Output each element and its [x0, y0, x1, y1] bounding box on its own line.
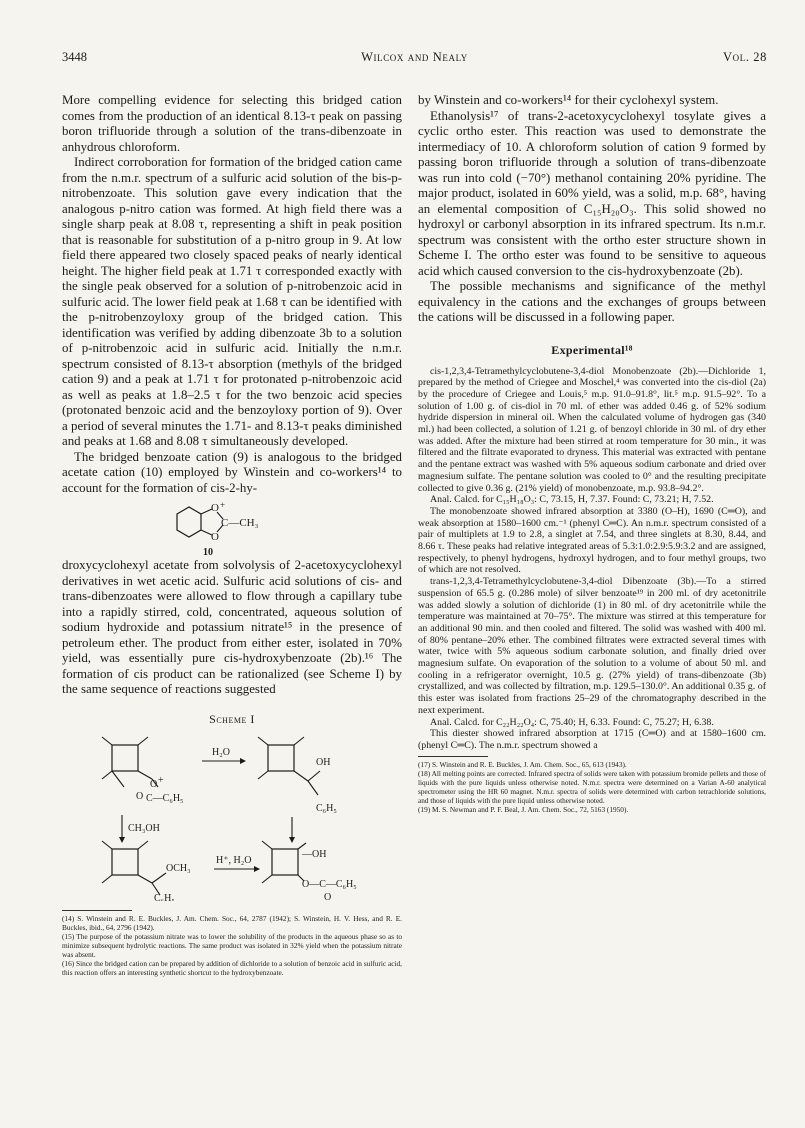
footnote-rule	[418, 756, 488, 757]
reagent-label: H⁺, H₂O	[216, 854, 252, 866]
paragraph: Ethanolysis¹⁷ of trans-2-acetoxycyclohexyl tosylate gives a cyclic ortho ester. This reaction was used to demonstrate the intermediacy of 10. A chloroform solution of cation 9 formed by passing boron trifluoride through a solution of trans-dibenzoate was run into cold (−70°) methanol containing 20% pyridine. The major product, isolated in 60% yield, was a solid, m.p. 68°, having an elemental composition of C₁₅H₂₀O₃. This solid showed no hydroxyl or carbonyl absorption in its infrared spectrum. Its n.m.r. spectrum was consistent with the ortho ester structure shown in Scheme I. The ortho ester was found to be sensitive to aqueous acid which caused conversion to the cis-hydroxybenzoate (2b).	[418, 108, 766, 278]
footnote: (17) S. Winstein and R. E. Buckles, J. Am. Chem. Soc., 65, 613 (1943).	[418, 759, 627, 769]
ortho-ester-structure	[102, 841, 166, 895]
scheme-title: Scheme I	[209, 711, 255, 726]
paragraph: droxycyclohexyl acetate from solvolysis of 2-acetoxycyclohexyl derivatives in wet acetic acid. Sulfuric acid solutions of cis- and trans-dibenzoates were allowed to flow through a capillary tube into a rapidly stirred, cold, concentrated, aqueous solution of sodium hydroxide and potassium nitrate¹⁵ in the presence of petroleum ether. The product from either ester, isolated in 70% yield, was essentially pure cis-hydroxybenzoate (2b).¹⁶ The formation of cis product can be rationalized (see Scheme I) by the same sequence of reactions suggested	[62, 558, 402, 696]
orthoacid-structure	[258, 737, 320, 795]
footnote: (15) The purpose of the potassium nitrate was to lower the solubility of the products in the aqueous phase so as to minimize subsequent hydrolytic reactions. The same product was isolated in 32% yield when the potassium nitrate was absent.	[62, 931, 402, 959]
compound-10-structure	[167, 500, 297, 558]
oxygen-bottom: O	[211, 531, 219, 543]
ester-label: O—C—C₆H₅	[302, 878, 357, 890]
oxygen-top: O	[211, 502, 219, 514]
experimental-paragraph: trans-1,2,3,4-Tetramethylcyclobutene-3,4-diol Dibenzoate (3b).—To a stirred suspension of 65.5 g. (0.286 mole) of silver benzoate¹⁹ in 200 ml. of dry acetonitrile was added slowly a solution of dichloride (1) in 80 ml. of dry acetonitrile while the temperature was maintained at 70–75°. The mixture was stirred at this temperature for an additional 90 min. and then cooled and filtered. The solid was washed with 400 ml. of 80% pentane–20% ether. The combined filtrates were extracted several times with water, twice with 5% aqueous sodium carbonate solution, and finally dried over magnesium sulfate. On evaporation of the solution to a volume of about 50 ml. and cooling in a refrigerator overnight, 10.5 g. (27% yield) of trans-dibenzoate (3b) crystallized, and was collected by filtration, m.p. 129.5–130.0°. An additional 0.35 g. of this ester was isolated from fractions 25–29 of the chromatography described in the next experiment.	[418, 576, 766, 716]
plus-charge: +	[158, 774, 164, 786]
hydroxyl-label: —OH	[302, 848, 327, 860]
paragraph: Indirect corroboration for formation of the bridged cation came from the n.m.r. spectrum of a sulfuric acid solution of the bis-p-nitrobenzoate. This solution gave every indication that the analogous p-nitro cation was formed. At high field there was a single sharp peak at 8.08 τ, representing a shift in peak position that is reasonable for substitution of a p-nitro group in 9. At low field there appeared two closely spaced peaks of nearly identical height. The higher field peak at 1.71 τ corresponded exactly with the single peak observed for a solution of p-nitrobenzoic acid in sulfuric acid. The lower field peak at 1.68 τ can be identified with the p-nitrobenzoyloxy group of the bridged cation. This identification was verified by adding dibenzoate 3b to a solution of p-nitrobenzoic acid in sulfuric acid. Initially the n.m.r. spectrum consisted of 8.13-τ absorption (methyls of the bridged cation 9) and a peak at 1.71 τ for protonated p-nitrobenzoic acid as well as peaks at 1.8–2.5 τ for the two benzoic acid species (protonated benzoic acid and the benzoyloxy portion of 9). Over a period of several minutes the 1.71- and 8.13-τ peaks diminished and peaks at 1.68 and 8.08 τ simultaneously developed.	[62, 155, 402, 448]
footnote-rule	[62, 910, 132, 911]
oxygen-label: O	[136, 790, 144, 802]
phenyl-label: C₆H₅	[154, 892, 175, 901]
methoxy-label: OCH₃	[166, 862, 191, 874]
footnote: (16) Since the bridged cation can be prepared by addition of dichloride to a solution of benzoic acid in sulfuric acid, this reaction offers an interesting synthetic shortcut to the hydroxybenzoate.	[62, 958, 402, 978]
experimental-paragraph: This diester showed infrared absorption at 1715 (C═O) and at 1580–1600 cm. (phenyl C═C). The n.m.r. spectrum showed a	[418, 728, 766, 751]
arrow-head	[119, 837, 125, 843]
running-title: Wilcox and Nealy	[361, 50, 468, 64]
experimental-heading: Experimental¹⁸	[551, 342, 633, 357]
page-number: 3448	[62, 50, 87, 64]
cyclohexane-ring	[177, 507, 201, 537]
phenyl-label: C₆H₅	[316, 802, 337, 814]
experimental-paragraph: The monobenzoate showed infrared absorption at 3380 (O–H), 1690 (C═O), and weak absorption at 1580–1600 cm.⁻¹ (phenyl C═C). An n.m.r. spectrum consisted of a pair of multiplets at 1.9 to 2.8, a singlet at 7.54, and three singlets at 8.30, 8.44, and 8.66 τ. These peaks had relative integrated areas of 5.3:1.0:2.9:5.9:3.2 and are assigned, respectively, to phenyl hydrogens, hydroxyl hydrogen, and to four methyl groups, two of which are not resolved.	[418, 505, 766, 576]
experimental-paragraph: cis-1,2,3,4-Tetramethylcyclobutene-3,4-diol Monobenzoate (2b).—Dichloride 1, prepared by the method of Criegee and Moschel,⁴ was converted into the cis-diol (2a) by the procedure of Criegee and Louis,⁵ m.p. 91.0–91.8°, lit.⁵ m.p. 91.5–92°. To a solution of 1.00 g. of cis-diol in 70 ml. of ether was added 0.46 g. of 52% sodium hydride dispersion in mineral oil. When the calculated volume of hydrogen gas (340 ml.) had been collected, a solution of 1.21 g. of benzoyl chloride in 30 ml. of dry ether was added. After the mixture had been stirred at room temperature for 30 min., it was filtered and the filtrate evaporated to dryness. This material was extracted with pentane and the pentane extract was washed with 5% aqueous sodium carbonate and dried over magnesium sulfate. The pentane solution was cooled to 0° and the resulting precipitate collected to give 0.36 g. (21% yield) of monobenzoate, m.p. 93.8–94.2°.	[418, 365, 766, 494]
footnote: (14) S. Winstein and R. E. Buckles, J. Am. Chem. Soc., 64, 2787 (1942); S. Winstein, H. V. Hess, and R. E. Buckles, ibid., 64, 2796 (1942).	[62, 913, 402, 932]
oxygen-label: O	[150, 778, 158, 790]
right-column	[418, 93, 766, 1128]
volume-label: Vol. 28	[723, 50, 767, 64]
scheme-1-diagram	[62, 731, 402, 901]
hydroxybenzoate-structure	[262, 841, 306, 883]
footnote: (19) M. S. Newman and P. F. Beal, J. Am. Chem. Soc., 72, 5163 (1950).	[418, 805, 629, 815]
running-header	[62, 50, 767, 66]
compound-number: 10	[203, 547, 213, 558]
carbonyl-oxygen: O	[324, 891, 332, 901]
acetyl-group: C—CH₃	[221, 517, 259, 529]
paragraph: by Winstein and co-workers¹⁴ for their cyclohexyl system.	[418, 93, 719, 107]
paragraph: The possible mechanisms and significance of the methyl equivalency in the cations and the exchanges of groups between the cations will be discussed in a following paper.	[418, 279, 766, 324]
plus-charge: +	[220, 500, 226, 510]
footnote: (18) All melting points are corrected. Infrared spectra of solids were taken with potassium bromide pellets and those of liquids with the pure liquids unless otherwise noted. N.m.r. spectra were determined on a Varian A-60 analytical spectrometer using the HR 60 magnet. N.m.r. spectra of solids were determined with carbon tetrachloride solutions, and those of liquids with the pure liquid unless otherwise noted.	[418, 768, 766, 806]
reagent-label: CH₃OH	[128, 822, 160, 834]
experimental-paragraph: Anal. Calcd. for C₁₅H₁₈O₃: C, 73.15, H, 7.37. Found: C, 73.21; H, 7.52.	[430, 494, 714, 506]
experimental-paragraph: Anal. Calcd. for C₂₂H₂₂O₄: C, 75.40; H, 6.33. Found: C, 75.27; H, 6.38.	[430, 716, 714, 728]
arrow-head	[289, 837, 295, 843]
arrow-head	[240, 758, 246, 764]
paragraph: The bridged benzoate cation (9) is analogous to the bridged acetate cation (10) employed by Winstein and co-workers¹⁴ to account for the formation of cis-2-hy-	[62, 449, 402, 495]
paragraph: More compelling evidence for selecting this bridged cation comes from the production of an identical 8.13-τ peak on passing boron trifluoride through a solution of the trans-dibenzoate in anhydrous chloroform.	[62, 93, 402, 154]
hydroxyl-label: OH	[316, 756, 331, 768]
phenyl-carbon-label: C—C₆H₅	[146, 792, 184, 804]
arrow-head	[254, 866, 260, 872]
left-column	[62, 93, 402, 1128]
reagent-label: H₂O	[212, 746, 230, 758]
